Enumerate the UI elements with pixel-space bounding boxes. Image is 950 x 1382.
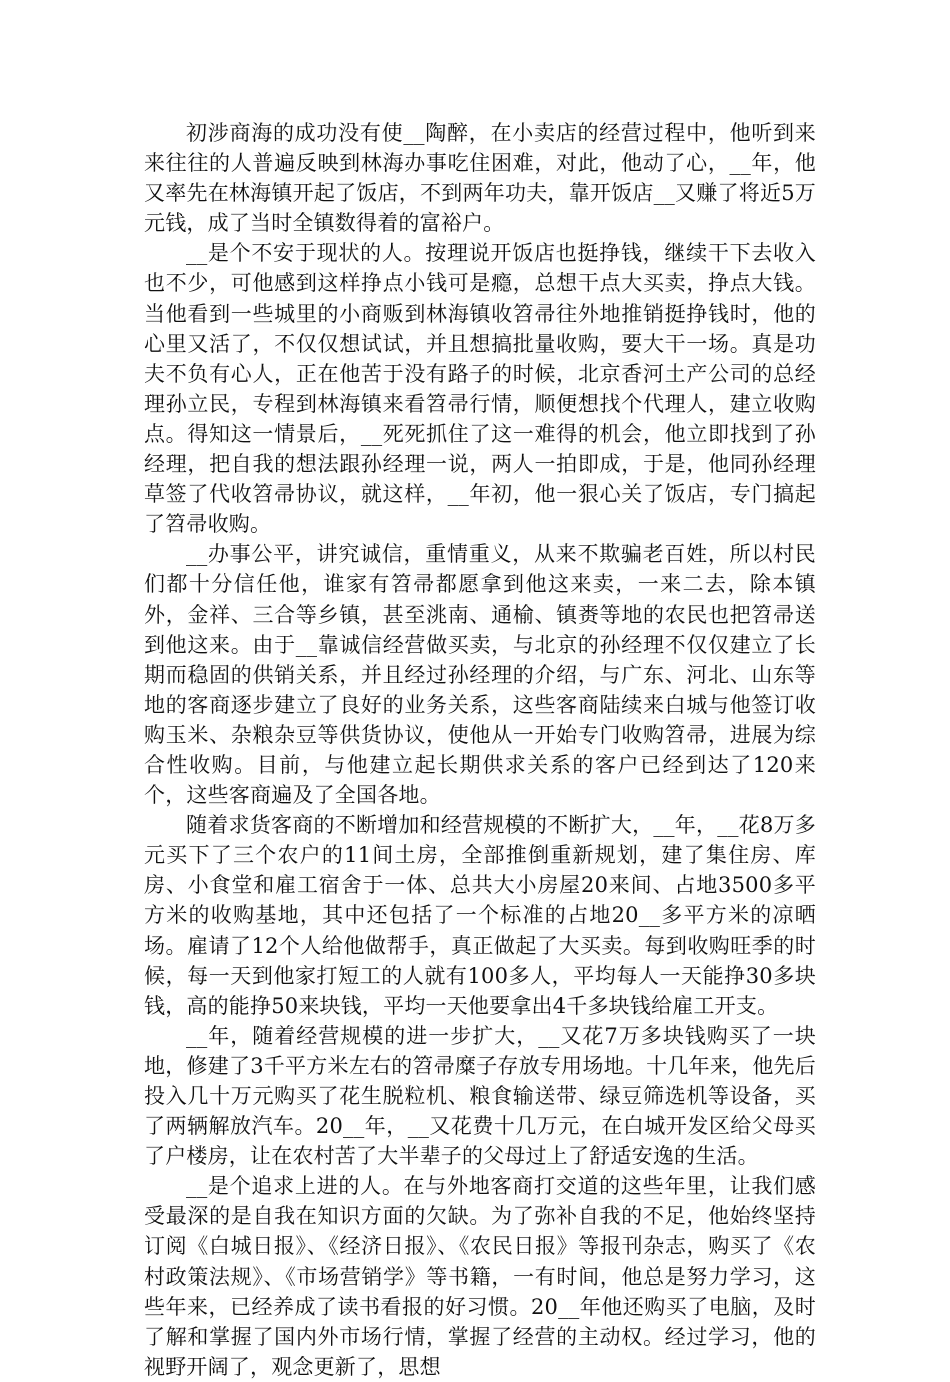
paragraph-broom-purchasing-start: __是个不安于现状的人。按理说开饭店也挺挣钱，继续干下去收入也不少，可他感到这样挣点小钱可是瘾，总想干点大买卖，挣点大钱。当他看到一些城里的小商贩到林海镇收笤帚往外地推销挺挣钱时，他的心里又活了，不仅仅想试试，并且想搞批量收购，要大干一场。真是功夫不负有心人，正在他苦于没有路子的时候，北京香河土产公司的总经理孙立民，专程到林海镇来看笤帚行情，顺便想找个代理人，建立收购点。得知这一情景后，__死死抓住了这一难得的机会，他立即找到了孙经理，把自我的想法跟孙经理一说，两人一拍即成，于是，他同孙经理草签了代收笤帚协议，就这样，__年初，他一狠心关了饭店，专门搞起了笤帚收购。 bbox=[144, 241, 816, 537]
paragraph-first-business-success: 初涉商海的成功没有使__陶醉，在小卖店的经营过程中，他听到来来往往的人普遍反映到林海办事吃住困难，对此，他动了心，__年，他又率先在林海镇开起了饭店，不到两年功夫，靠开饭店__又赚了将近5万元钱，成了当时全镇数得着的富裕户。 bbox=[144, 121, 816, 236]
paragraph-integrity-business: __办事公平，讲究诚信，重情重义，从来不欺骗老百姓，所以村民们都十分信任他，谁家有笤帚都愿拿到他这来卖，一来二去，除本镇外，金祥、三合等乡镇，甚至洮南、通榆、镇赉等地的农民也把笤帚送到他这来。由于__靠诚信经营做买卖，与北京的孙经理不仅仅建立了长期而稳固的供销关系，并且经过孙经理的介绍，与广东、河北、山东等地的客商逐步建立了良好的业务关系，这些客商陆续来白城与他签订收购玉米、杂粮杂豆等供货协议，使他从一开始专门收购笤帚，进展为综合性收购。目前，与他建立起长期供求关系的客户已经到达了120来个，这些客商遍及了全国各地。 bbox=[144, 542, 816, 808]
document-body bbox=[144, 118, 816, 1382]
paragraph-further-investment: __年，随着经营规模的进一步扩大，__又花7万多块钱购买了一块地，修建了3千平方米左右的笤帚糜子存放专用场地。十几年来，他先后投入几十万元购买了花生脱粒机、粮食输送带、绿豆筛选机等设备，买了两辆解放汽车。20__年，__又花费十几万元，在白城开发区给父母买了户楼房，让在农村苦了大半辈子的父母过上了舒适安逸的生活。 bbox=[144, 1023, 816, 1169]
paragraph-scale-expansion: 随着求货客商的不断增加和经营规模的不断扩大，__年，__花8万多元买下了三个农户的11间土房，全部推倒重新规划，建了集住房、库房、小食堂和雇工宿舍于一体、总共大小房屋20来间、占地3500多平方米的收购基地，其中还包括了一个标准的占地20__多平方米的凉晒场。雇请了12个人给他做帮手，真正做起了大买卖。每到收购旺季的时候，每一天到他家打短工的人就有100多人，平均每人一天能挣30多块钱，高的能挣50来块钱，平均一天他要拿出4千多块钱给雇工开支。 bbox=[144, 813, 816, 1018]
paragraph-learning-progress: __是个追求上进的人。在与外地客商打交道的这些年里，让我们感受最深的是自我在知识方面的欠缺。为了弥补自我的不足，他始终坚持订阅《白城日报》、《经济日报》、《农民日报》等报刊杂志，购买了《农村政策法规》、《市场营销学》等书籍，一有时间，他总是努力学习，这些年来，已经养成了读书看报的好习惯。20__年他还购买了电脑，及时了解和掌握了国内外市场行情，掌握了经营的主动权。经过学习，他的视野开阔了，观念更新了，思想 bbox=[144, 1174, 816, 1379]
